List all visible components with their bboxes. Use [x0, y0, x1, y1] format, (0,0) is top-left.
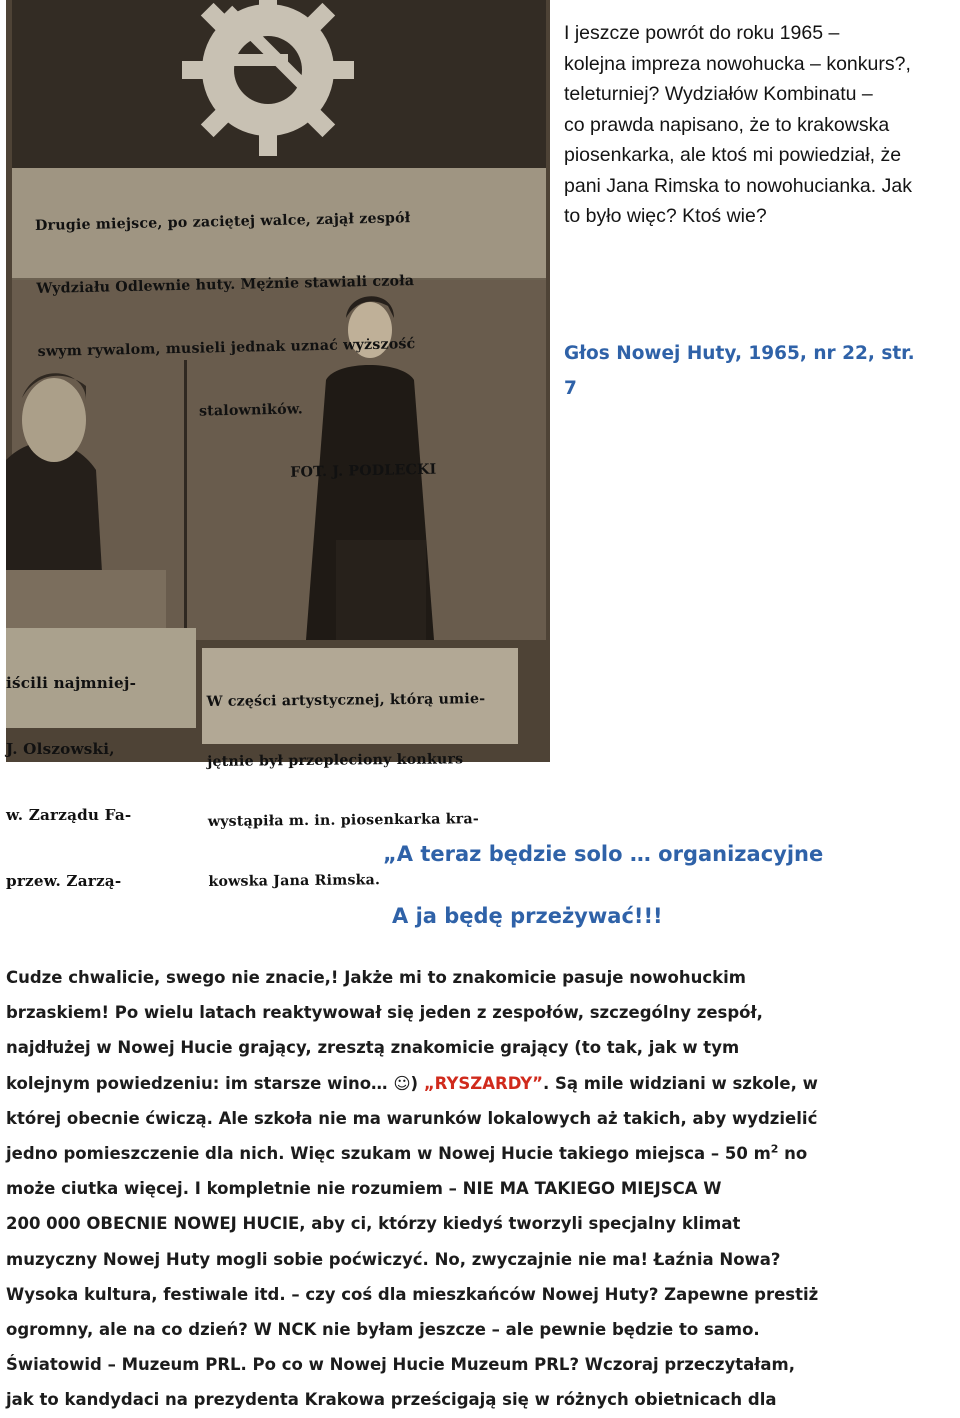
band-name-ryszardy: „RYSZARDY”: [423, 1073, 544, 1093]
caption-left-line: przew. Zarzą-: [6, 872, 122, 890]
body-line: Światowid – Muzeum PRL. Po co w Nowej Hucie Muzeum PRL? Wczoraj przeczytałam,: [6, 1355, 795, 1375]
caption-top-line: swym rywalom, musieli jednak uznać wyższość: [37, 336, 416, 360]
source-line: Głos Nowej Huty, 1965, nr 22, str.: [564, 343, 915, 364]
body-line: 200 000 OBECNIE NOWEJ HUCIE, aby ci, którzy kiedyś tworzyli specjalny klimat: [6, 1214, 741, 1234]
body-line-ryszardy: [6, 1066, 958, 1101]
body-line: której obecnie ćwiczą. Ale szkoła nie ma warunków lokalowych aż takich, aby wydzielić: [6, 1108, 818, 1128]
heading-przezywac: A ja będę przeżywać!!!: [392, 904, 663, 928]
intro-line: co prawda napisano, że to krakowska: [564, 113, 890, 136]
body-text: jedno pomieszczenie dla nich. Więc szukam w Nowej Hucie takiego miejsca – 50 m: [6, 1144, 771, 1164]
caption-left-line: w. Zarządu Fa-: [6, 806, 132, 824]
body-text: kolejnym powiedzeniu: im starsze wino…: [6, 1073, 394, 1093]
source-line: 7: [564, 378, 577, 399]
caption-mid-line: wystąpiła m. in. piosenkarka kra-: [207, 811, 479, 830]
intro-line: piosenkarka, ale ktoś mi powiedział, że: [564, 144, 902, 166]
body-text: no: [778, 1144, 808, 1164]
body-line: jak to kandydaci na prezydenta Krakowa prześcigają się w różnych obietnicach dla: [6, 1390, 777, 1410]
intro-paragraph: [564, 18, 960, 232]
body-line: najdłużej w Nowej Hucie grający, zresztą znakomicie grający (to tak, jak w tym: [6, 1038, 740, 1058]
body-line: muzyczny Nowej Huty mogli sobie poćwiczyć. No, zwyczajnie nie ma! Łaźnia Nowa?: [6, 1249, 781, 1269]
caption-mid-line: W części artystycznej, którą umie-: [206, 691, 486, 710]
body-paragraph: [6, 960, 958, 1418]
body-line: Cudze chwalicie, swego nie znacie,! Jakże mi to znakomicie pasuje nowohuckim: [6, 968, 746, 987]
body-text: . Są mile widziani w szkole, w: [543, 1073, 818, 1093]
caption-top-line: stalowników.: [198, 401, 304, 420]
body-line-area: [6, 1136, 958, 1171]
caption-left-line: J. Olszowski,: [6, 740, 115, 758]
caption-mid-line: jętnie był przepleciony konkurs: [207, 751, 464, 770]
photo-credit: FOT. J. PODLECKI: [290, 461, 437, 481]
caption-top: [34, 166, 437, 531]
body-line: ogromny, ale na co dzień? W NCK nie byłam jeszcze – ale pewnie będzie to samo.: [6, 1320, 760, 1340]
heading-solo: „A teraz będzie solo … organizacyjne: [383, 842, 824, 866]
newspaper-clipping-photo: [6, 0, 550, 890]
intro-line: teleturniej? Wydziałów Kombinatu –: [564, 83, 873, 105]
caption-left-line: iścili najmniej-: [6, 674, 137, 692]
body-line: Wysoka kultura, festiwale itd. – czy coś dla mieszkańców Nowej Huty? Zapewne prestiż: [6, 1284, 819, 1304]
caption-top-line: Wydziału Odlewnie huty. Mężnie stawiali czoła: [36, 273, 415, 297]
body-line: może ciutka więcej. I kompletnie nie rozumiem – NIE MA TAKIEGO MIEJSCA W: [6, 1179, 722, 1199]
intro-line: I jeszcze powrót do roku 1965 –: [564, 22, 840, 44]
intro-line: pani Jana Rimska to nowohucianka. Jak: [564, 174, 912, 197]
caption-top-line: Drugie miejsce, po zaciętej walce, zajął zespół: [34, 210, 411, 234]
caption-left: [6, 628, 136, 936]
intro-line: to było więc? Ktoś wie?: [564, 205, 767, 227]
caption-mid-line: kowska Jana Rimska.: [208, 872, 381, 890]
smiley-icon: ☺: [393, 1073, 411, 1093]
body-text: ): [410, 1073, 424, 1093]
source-citation: [564, 336, 956, 406]
caption-mid: [206, 649, 488, 932]
body-line: brzaskiem! Po wielu latach reaktywował się jeden z zespołów, szczególny zespół,: [6, 1003, 763, 1023]
intro-line: kolejna impreza nowohucka – konkurs?,: [564, 52, 911, 75]
superscript: 2: [770, 1142, 779, 1156]
